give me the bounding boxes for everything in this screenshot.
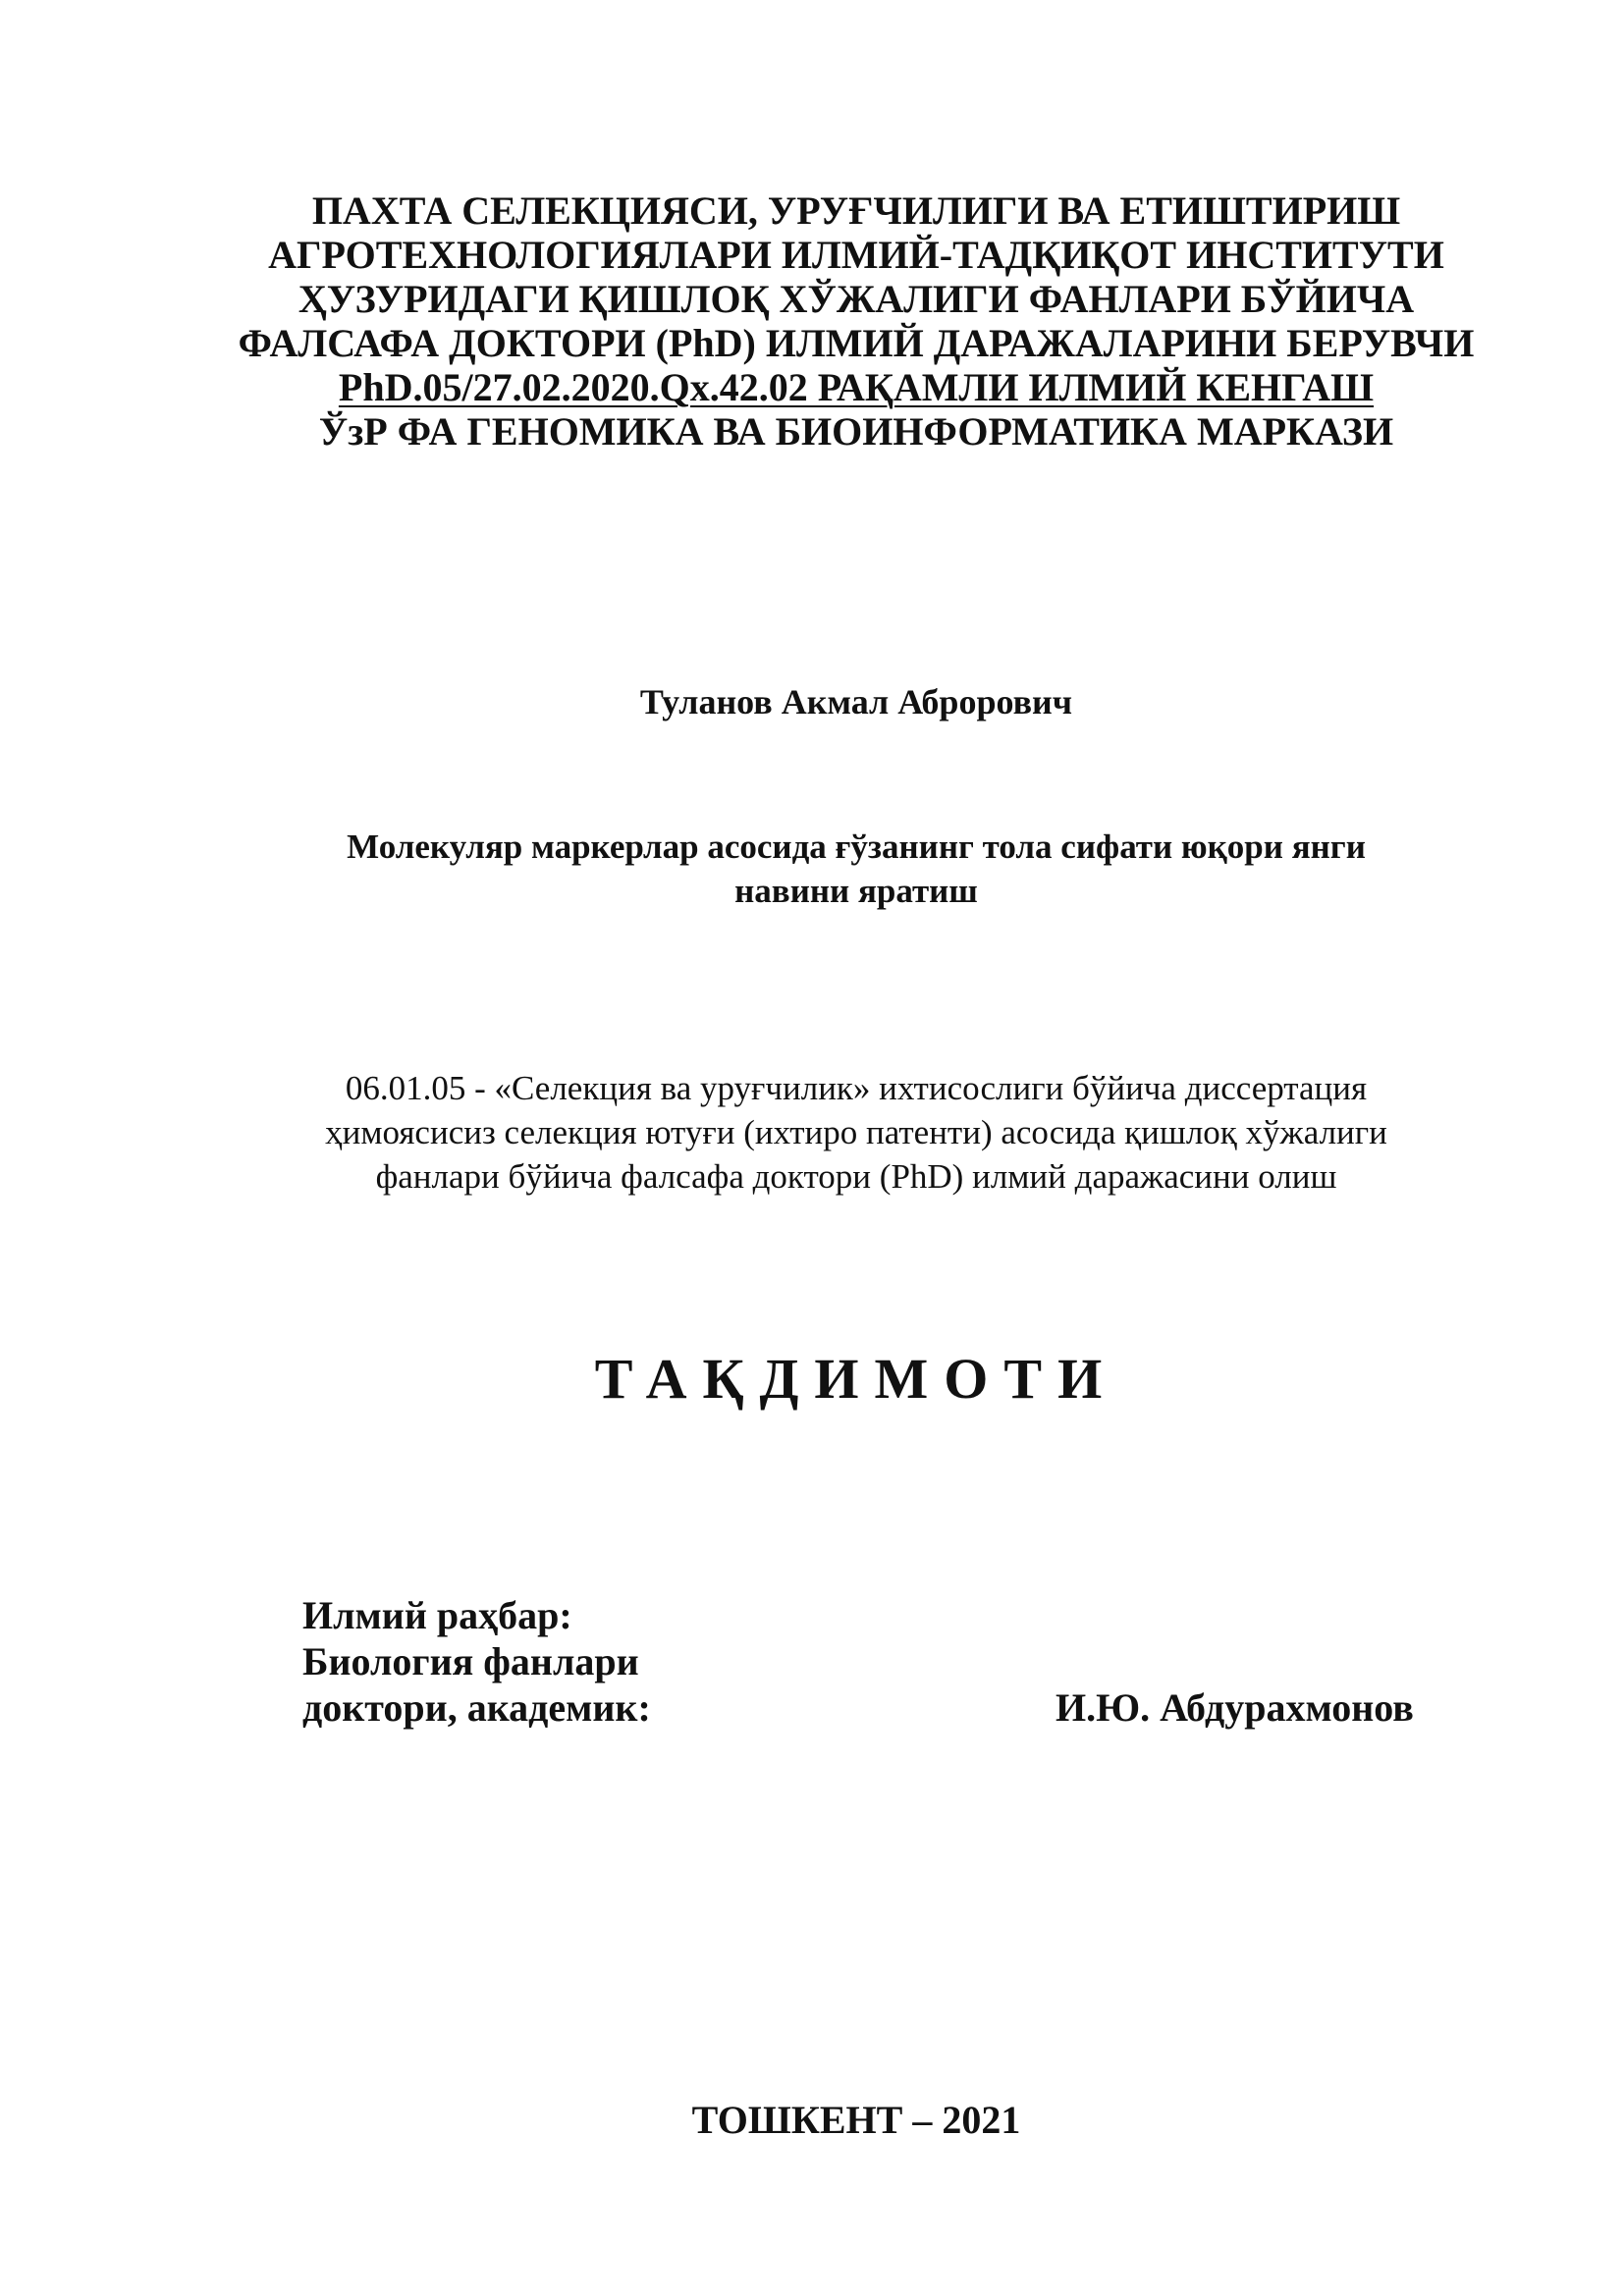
dissertation-topic: [0, 825, 1624, 913]
degree-line: ҳимоясисиз селекция ютуғи (ихтиро патенти) асосида қишлоқ хўжалиги: [325, 1113, 1387, 1151]
topic-line: навини яратиш: [734, 872, 978, 910]
council-code-line-wrap: [0, 365, 1624, 409]
council-code-line: PhD.05/27.02.2020.Qx.42.02 РАҚАМЛИ ИЛМИЙ КЕНГАШ: [338, 365, 1375, 409]
degree-description: [0, 1066, 1624, 1199]
header-line: ЎзР ФА ГЕНОМИКА ВА БИОИНФОРМАТИКА МАРКАЗИ: [318, 409, 1394, 454]
supervisor-label-line: Илмий раҳбар:: [302, 1593, 572, 1637]
header-line: ФАЛСАФА ДОКТОРИ (PhD) ИЛМИЙ ДАРАЖАЛАРИНИ БЕРУВЧИ: [238, 321, 1475, 365]
topic-line: Молекуляр маркерлар асосида ғўзанинг тола сифати юқори янги: [347, 828, 1366, 866]
degree-line: фанлари бўйича фалсафа доктори (PhD) илмий даражасини олиш: [375, 1157, 1337, 1196]
header-line: ПАХТА СЕЛЕКЦИЯСИ, УРУҒЧИЛИГИ ВА ЕТИШТИРИШ: [311, 188, 1401, 233]
supervisor-label: [302, 1592, 651, 1731]
degree-line: 06.01.05 - «Селекция ва уруғчилик» ихтисослиги бўйича диссертация: [345, 1069, 1368, 1107]
presentation-title: ТАҚДИМОТИ: [594, 1347, 1118, 1411]
institution-header: [0, 188, 1624, 454]
supervisor-label-line: Биология фанлари: [302, 1639, 639, 1683]
header-line: ҲУЗУРИДАГИ ҚИШЛОҚ ХЎЖАЛИГИ ФАНЛАРИ БЎЙИЧА: [298, 277, 1415, 321]
header-line: АГРОТЕХНОЛОГИЯЛАРИ ИЛМИЙ-ТАДҚИҚОТ ИНСТИТУТИ: [268, 233, 1444, 277]
city-year: ТОШКЕНТ – 2021: [691, 2098, 1021, 2142]
author-name: Туланов Акмал Аброрович: [639, 682, 1073, 721]
supervisor-label-line: доктори, академик:: [302, 1685, 651, 1730]
supervisor-name: И.Ю. Абдурахмонов: [1056, 1685, 1414, 1730]
